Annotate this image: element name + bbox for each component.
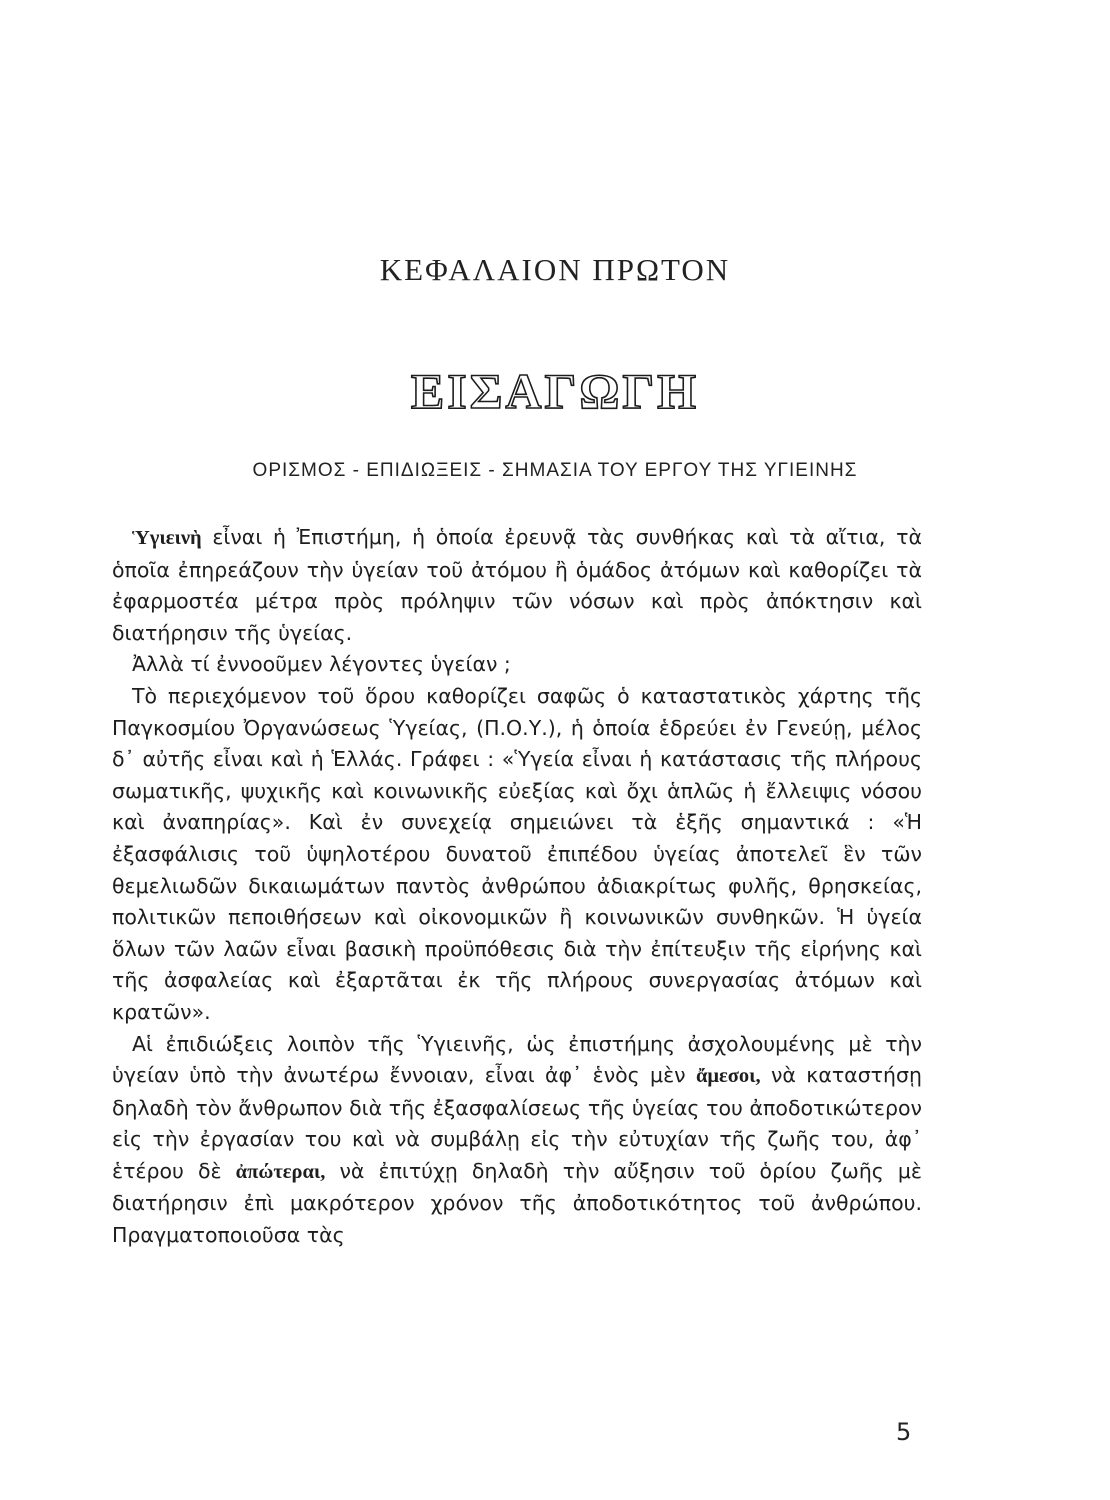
aims-text-3: νὰ ἐπιτύχῃ δηλαδὴ τὴν αὔξησιν τοῦ ὁρίου ζωῆς μὲ διατήρησιν ἐπὶ μακρότερον χρόνον τῆς ἀποδοτικότητος τοῦ ἀνθρώπου. Πραγματοποιοῦσα τὰς (112, 1158, 923, 1248)
aims-text-2: νὰ καταστήσῃ δηλαδὴ τὸν ἄνθρωπον διὰ τῆς ἐξασφαλίσεως τῆς ὑγείας του ἀποδοτικώτερον εἰς τὴν ἐργασίαν του καὶ νὰ συμβάλῃ εἰς τὴν εὐτυχίαν τῆς ζωῆς του, ἀφ᾽ ἑτέρου δὲ (112, 1063, 923, 1183)
paragraph-who-charter: Τὸ περιεχόμενον τοῦ ὅρου καθορίζει σαφῶς ὁ καταστατικὸς χάρτης τῆς Παγκοσμίου Ὀργανώσεως Ὑγείας, (Π.Ο.Υ.), ἡ ὁποία ἑδρεύει ἐν Γενεύῃ, μέλος δ᾽ αὐτῆς εἶναι καὶ ἡ Ἑλλάς. Γράφει : «Ὑγεία εἶναι ἡ κατάστασις τῆς πλήρους σωματικῆς, ψυχικῆς καὶ κοινωνικῆς εὐεξίας καὶ ὄχι ἁπλῶς ἡ ἔλλειψις νόσου καὶ ἀναπηρίας». Καὶ ἐν συνεχείᾳ σημειώνει τὰ ἑξῆς σημαντικά : «Ἡ ἐξασφάλισις τοῦ ὑψηλοτέρου δυνατοῦ ἐπιπέδου ὑγείας ἀποτελεῖ ἓν τῶν θεμελιωδῶν δικαιωμάτων παντὸς ἀνθρώπου ἀδιακρίτως φυλῆς, θρησκείας, πολιτικῶν πεποιθήσεων καὶ οἰκονομικῶν ἢ κοινωνικῶν συνθηκῶν. Ἡ ὑγεία ὅλων τῶν λαῶν εἶναι βασικὴ προϋπόθεσις διὰ τὴν ἐπίτευξιν τῆς εἰρήνης καὶ τῆς ἀσφαλείας καὶ ἐξαρτᾶται ἐκ τῆς πλήρους συνεργασίας ἀτόμων καὶ κρατῶν». (112, 683, 922, 1024)
paragraph-definition (112, 522, 922, 649)
defined-term: Ὑγιεινὴ (132, 527, 202, 549)
section-subtitle: ΟΡΙΣΜΟΣ - ΕΠΙΔΙΩΞΕΙΣ - ΣΗΜΑΣΙΑ ΤΟΥ ΕΡΓΟΥ ΤΗΣ ΥΓΙΕΙΝΗΣ (252, 460, 858, 481)
body-text (112, 522, 922, 1252)
emphasis-immediate: ἄμεσοι, (695, 1065, 761, 1088)
chapter-title: ΕΙΣΑΓΩΓΗ (410, 363, 700, 419)
paragraph-question: Ἀλλὰ τί ἐννοοῦμεν λέγοντες ὑγείαν ; (132, 652, 511, 677)
aims-text-1: Αἱ ἐπιδιώξεις λοιπὸν τῆς Ὑγιεινῆς, ὡς ἐπιστήμης ἀσχολουμένης μὲ τὴν ὑγείαν ὑπὸ τὴν ἀνωτέρω ἔννοιαν, εἶναι ἀφ᾽ ἑνὸς μὲν (112, 1031, 922, 1088)
definition-text: εἶναι ἡ Ἐπιστήμη, ἡ ὁποία ἐρευνᾷ τὰς συνθήκας καὶ τὰ αἴτια, τὰ ὁποῖα ἐπηρεάζουν τὴν ὑγείαν τοῦ ἀτόμου ἢ ὁμάδος ἀτόμων καὶ καθορίζει τὰ ἐφαρμοστέα μέτρα πρὸς πρόληψιν τῶν νόσων καὶ πρὸς ἀπόκτησιν καὶ διατήρησιν τῆς ὑγείας. (112, 525, 922, 645)
chapter-heading: ΚΕΦΑΛΑΙΟΝ ΠΡΩΤΟΝ (379, 252, 731, 287)
paragraph-aims (112, 1029, 922, 1252)
page-number: 5 (896, 1418, 912, 1446)
emphasis-long-term: ἀπώτεραι, (235, 1160, 326, 1183)
